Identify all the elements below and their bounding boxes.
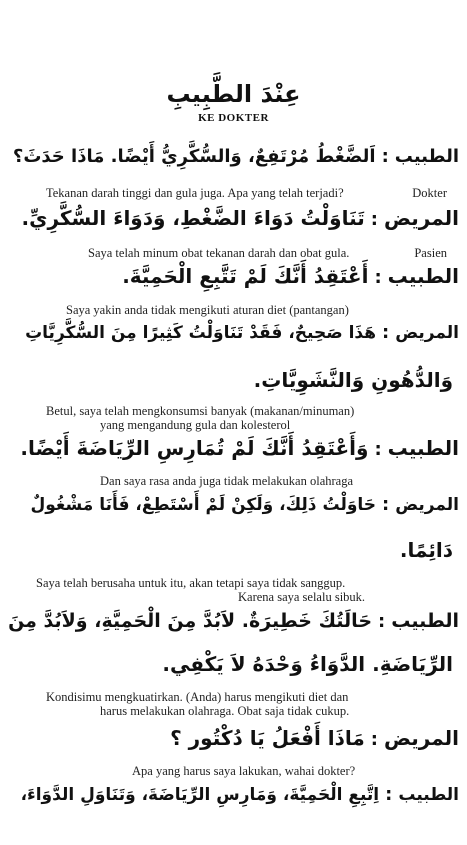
colon-separator: :: [385, 784, 393, 805]
colon-separator: :: [382, 494, 390, 515]
translation-line-2: Saya telah minum obat tekanan darah dan obat gula.: [88, 246, 350, 260]
translation-line-4-cont: yang mengandung gula dan kolesterol: [100, 418, 291, 432]
arabic-text: وَأَعْتَقِدُ أَنَّكَ لَمْ تُمَارِسِ الرِّيَاضَةَ أَيْضًا.: [20, 436, 369, 460]
dialogue-line-7: [8, 610, 459, 632]
translation-line-6: Saya telah berusaha untuk itu, akan tetapi saya tidak sanggup.: [36, 576, 346, 590]
dialogue-line-1: [8, 146, 459, 167]
dialogue-line-5: [8, 436, 459, 460]
arabic-text: حَاوَلْتُ ذَلِكَ، وَلَكِنْ لَمْ أَسْتَطِعْ، فَأَنَا مَشْغُولٌ: [30, 495, 377, 515]
speaker-label: الطبيب: [391, 610, 459, 632]
role-label-doctor: Dokter: [412, 186, 447, 200]
translation-line-7: Kondisimu mengkuatirkan. (Anda) harus mengikuti diet dan: [46, 690, 349, 704]
colon-separator: :: [370, 729, 378, 750]
speaker-label: الطبيب: [387, 264, 459, 288]
translation-line-7-cont: harus melakukan olahraga. Obat saja tidak cukup.: [100, 704, 350, 718]
translation-line-1: Tekanan darah tinggi dan gula juga. Apa yang telah terjadi?: [46, 186, 344, 200]
arabic-text: هَذَا صَحِيحٌ، فَقَدْ تَنَاوَلْتُ كَثِيرًا مِنَ السُّكَّرِيَّاتِ: [25, 323, 377, 343]
translation-line-8: Apa yang harus saya lakukan, wahai dokter?: [132, 764, 356, 778]
speaker-label: الطبيب: [394, 146, 459, 167]
speaker-label: المريض: [383, 206, 459, 230]
translation-line-3: Saya yakin anda tidak mengikuti aturan diet (pantangan): [66, 303, 349, 317]
colon-separator: :: [381, 146, 389, 167]
translation-line-5: Dan saya rasa anda juga tidak melakukan olahraga: [100, 474, 354, 488]
speaker-label: المريض: [383, 726, 459, 750]
colon-separator: :: [374, 267, 382, 288]
role-label-patient: Pasien: [414, 246, 447, 260]
speaker-label: الطبيب: [387, 436, 459, 460]
dialogue-line-8: [8, 726, 459, 750]
page-title-indonesian: KE DOKTER: [198, 112, 269, 124]
arabic-text: اِتَّبِعِ الْحَمِيَّةَ، وَمَارِسِ الرِّيَاضَةَ، وَتَنَاوَلِ الدَّوَاءَ،: [20, 785, 380, 805]
dialogue-line-3: [8, 264, 459, 288]
dialogue-line-9: [8, 784, 459, 805]
colon-separator: :: [370, 209, 378, 230]
arabic-text: حَالَتُكَ خَطِيرَةٌ. لاَبُدَّ مِنَ الْحَمِيَّةِ، وَلاَبُدَّ مِنَ: [8, 610, 373, 632]
page-title-arabic: عِنْدَ الطَّبِيبِ: [166, 80, 301, 108]
arabic-text: مَاذَا أَفْعَلُ يَا دُكْتُور ؟: [170, 726, 365, 750]
translation-line-4: Betul, saya telah mengkonsumsi banyak (makanan/minuman): [46, 404, 355, 418]
dialogue-line-4: [8, 322, 459, 343]
arabic-continuation: الرِّيَاضَةِ. الدَّوَاءُ وَحْدَهُ لاَ يَكْفِي.: [162, 652, 453, 676]
speaker-label: المريض: [395, 495, 459, 515]
arabic-text: تَنَاوَلْتُ دَوَاءَ الضَّغْطِ، وَدَوَاءَ السُّكَّرِيِّ.: [21, 206, 365, 230]
arabic-text: اَلضَّغْطُ مُرْتَفِعٌ، وَالسُّكَّرِيُّ أَيْضًا. مَاذَا حَدَثَ؟: [12, 146, 376, 167]
arabic-continuation: وَالدُّهُونِ وَالنَّشَوِيَّاتِ.: [253, 368, 453, 392]
arabic-continuation: دَائِمًا.: [399, 538, 453, 562]
dialogue-line-6: [8, 494, 459, 515]
colon-separator: :: [382, 322, 390, 343]
colon-separator: :: [378, 611, 386, 632]
translation-line-6-cont: Karena saya selalu sibuk.: [238, 590, 366, 604]
speaker-label: المريض: [395, 323, 459, 343]
colon-separator: :: [374, 439, 382, 460]
arabic-text: أَعْتَقِدُ أَنَّكَ لَمْ تَتَّبِعِ الْحَمِيَّةَ.: [122, 264, 369, 288]
speaker-label: الطبيب: [398, 785, 459, 805]
dialogue-line-2: [8, 206, 459, 230]
